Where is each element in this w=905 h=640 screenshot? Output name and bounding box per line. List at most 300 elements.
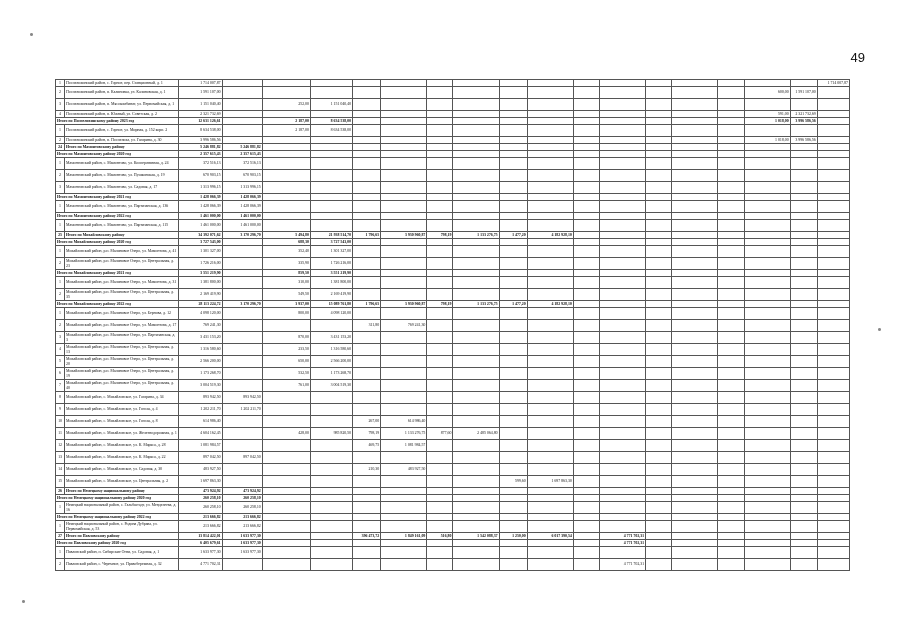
value-cell: [790, 232, 817, 239]
value-cell: 600,00: [744, 87, 790, 99]
value-cell: [427, 404, 453, 416]
value-cell: 1 461 000,00: [222, 213, 262, 220]
value-cell: 3 170 296,70: [222, 232, 262, 239]
value-cell: [310, 533, 352, 540]
value-cell: [744, 404, 790, 416]
value-cell: [672, 258, 718, 270]
value-cell: [222, 308, 262, 320]
value-cell: [453, 158, 499, 170]
value-cell: [453, 521, 499, 533]
value-cell: 1 316 580,60: [179, 344, 222, 356]
value-cell: 1 461 000,00: [179, 220, 222, 232]
value-cell: 1 477,20: [499, 301, 527, 308]
row-number: 4: [56, 111, 65, 118]
value-cell: [718, 270, 744, 277]
value-cell: [499, 111, 527, 118]
value-cell: [573, 87, 599, 99]
value-cell: 1 202 211,70: [222, 404, 262, 416]
value-cell: [353, 125, 381, 137]
value-cell: 310,00: [262, 277, 310, 289]
address-cell: Итого по Михайловскому району: [65, 232, 179, 239]
value-cell: [573, 332, 599, 344]
value-cell: [353, 404, 381, 416]
value-cell: [672, 232, 718, 239]
value-cell: [527, 368, 573, 380]
address-cell: Михайловский район, с. Михайловское, ул. Гоголя, д. 8: [65, 416, 179, 428]
value-cell: [817, 495, 849, 502]
value-cell: [453, 356, 499, 368]
value-cell: [672, 332, 718, 344]
value-cell: [573, 220, 599, 232]
value-cell: 2 187,00: [262, 125, 310, 137]
value-cell: [718, 488, 744, 495]
value-cell: [427, 547, 453, 559]
total-row: [56, 495, 850, 502]
value-cell: [222, 87, 262, 99]
table-row: [56, 392, 850, 404]
value-cell: [427, 380, 453, 392]
total-row: [56, 533, 850, 540]
value-cell: [817, 533, 849, 540]
value-cell: [744, 125, 790, 137]
value-cell: [573, 380, 599, 392]
value-cell: [790, 158, 817, 170]
value-cell: [222, 332, 262, 344]
value-cell: [222, 416, 262, 428]
scan-speck: [22, 600, 25, 603]
value-cell: [744, 428, 790, 440]
address-cell: Павловский район, п. Сибирские Огни, ул. Садовая, д. 1: [65, 547, 179, 559]
table-row: [56, 111, 850, 118]
value-cell: [353, 239, 381, 246]
value-cell: [453, 476, 499, 488]
value-cell: [672, 144, 718, 151]
value-cell: 877,60: [427, 428, 453, 440]
value-cell: [353, 170, 381, 182]
value-cell: [527, 270, 573, 277]
value-cell: [353, 502, 381, 514]
row-number: 1: [56, 246, 65, 258]
value-cell: [573, 308, 599, 320]
value-cell: 798,19: [427, 301, 453, 308]
value-cell: [222, 246, 262, 258]
value-cell: [573, 99, 599, 111]
row-number: 2: [56, 320, 65, 332]
value-cell: [527, 111, 573, 118]
table-row: [56, 368, 850, 380]
value-cell: [718, 404, 744, 416]
value-cell: [599, 194, 645, 201]
value-cell: [790, 452, 817, 464]
value-cell: [310, 182, 352, 194]
value-cell: [353, 540, 381, 547]
value-cell: [310, 201, 352, 213]
value-cell: [527, 464, 573, 476]
value-cell: [499, 416, 527, 428]
value-cell: [453, 182, 499, 194]
address-cell: Поспелихинский район, п. Мясокомбинат, ул. Первомайская, д. 1: [65, 99, 179, 111]
value-cell: [599, 258, 645, 270]
value-cell: [573, 356, 599, 368]
value-cell: 769 241,30: [179, 320, 222, 332]
value-cell: [499, 258, 527, 270]
value-cell: 2 321 732,69: [790, 111, 817, 118]
value-cell: [646, 559, 672, 571]
value-cell: [310, 392, 352, 404]
value-cell: 3 930 960,87: [381, 232, 427, 239]
value-cell: 1 081 984,57: [179, 440, 222, 452]
value-cell: [453, 194, 499, 201]
value-cell: [353, 380, 381, 392]
value-cell: [353, 99, 381, 111]
value-cell: [817, 137, 849, 144]
value-cell: [672, 277, 718, 289]
value-cell: 897 042,50: [222, 452, 262, 464]
value-cell: 1 428 066,39: [179, 201, 222, 213]
value-cell: 897 042,50: [179, 452, 222, 464]
value-cell: [310, 144, 352, 151]
value-cell: [353, 344, 381, 356]
value-cell: [527, 404, 573, 416]
total-row: [56, 301, 850, 308]
row-number: 1: [56, 521, 65, 533]
value-cell: [427, 476, 453, 488]
value-cell: 761,00: [262, 380, 310, 392]
address-cell: Мамонтовский район, с. Мамонтово, ул. Партизанская, д. 136: [65, 201, 179, 213]
value-cell: [672, 356, 718, 368]
value-cell: [499, 502, 527, 514]
value-cell: [718, 368, 744, 380]
value-cell: [817, 521, 849, 533]
value-cell: [353, 201, 381, 213]
value-cell: [453, 547, 499, 559]
value-cell: 516,80: [427, 533, 453, 540]
value-cell: [718, 320, 744, 332]
value-cell: 1 633 977,30: [222, 547, 262, 559]
value-cell: [527, 158, 573, 170]
value-cell: [599, 118, 645, 125]
value-cell: 5 246 881,82: [222, 144, 262, 151]
value-cell: [718, 332, 744, 344]
value-cell: 1 697 863,30: [527, 476, 573, 488]
value-cell: [599, 144, 645, 151]
value-cell: [499, 356, 527, 368]
value-cell: [744, 440, 790, 452]
value-cell: 670 903,15: [179, 170, 222, 182]
value-cell: [672, 452, 718, 464]
value-cell: [573, 137, 599, 144]
row-number: 8: [56, 392, 65, 404]
value-cell: [599, 246, 645, 258]
value-cell: [646, 320, 672, 332]
value-cell: [718, 476, 744, 488]
value-cell: 473 924,92: [179, 488, 222, 495]
value-cell: [381, 380, 427, 392]
value-cell: [453, 99, 499, 111]
value-cell: [646, 232, 672, 239]
value-cell: [499, 404, 527, 416]
value-cell: [718, 289, 744, 301]
row-number: 1: [56, 547, 65, 559]
value-cell: [499, 308, 527, 320]
table-row: [56, 464, 850, 476]
value-cell: 4 771 702,31: [179, 559, 222, 571]
value-cell: [718, 118, 744, 125]
value-cell: [744, 320, 790, 332]
value-cell: [599, 416, 645, 428]
value-cell: [427, 137, 453, 144]
value-cell: 2 357 615,43: [222, 151, 262, 158]
value-cell: [573, 540, 599, 547]
value-cell: [790, 289, 817, 301]
value-cell: [646, 270, 672, 277]
row-title: Итого по Немецкому национальному району 2022 год: [56, 514, 179, 521]
value-cell: [453, 137, 499, 144]
value-cell: [427, 521, 453, 533]
value-cell: [817, 320, 849, 332]
value-cell: 210,30: [353, 464, 381, 476]
row-number: 3: [56, 332, 65, 344]
value-cell: [499, 540, 527, 547]
value-cell: [817, 258, 849, 270]
value-cell: [744, 158, 790, 170]
value-cell: [744, 464, 790, 476]
total-row: [56, 144, 850, 151]
value-cell: [790, 301, 817, 308]
value-cell: [790, 547, 817, 559]
table-row: [56, 320, 850, 332]
value-cell: [453, 559, 499, 571]
address-cell: Михайловский район, с. Михайловское, ул. Железнодорожная, д. 1: [65, 428, 179, 440]
value-cell: 1 542 088,37: [453, 533, 499, 540]
value-cell: [790, 392, 817, 404]
value-cell: [427, 540, 453, 547]
value-cell: [353, 118, 381, 125]
value-cell: [453, 213, 499, 220]
row-number: 15: [56, 476, 65, 488]
row-number: 2: [56, 559, 65, 571]
value-cell: [599, 392, 645, 404]
value-cell: [573, 170, 599, 182]
value-cell: [672, 182, 718, 194]
value-cell: [599, 380, 645, 392]
value-cell: [744, 514, 790, 521]
value-cell: 483 927,50: [179, 464, 222, 476]
value-cell: [262, 495, 310, 502]
value-cell: [672, 559, 718, 571]
value-cell: [310, 488, 352, 495]
value-cell: [262, 213, 310, 220]
value-cell: [672, 540, 718, 547]
value-cell: [427, 118, 453, 125]
address-cell: Поспелихинский район, с. Горное, ул. Мирная, д. 152 корп. 2: [65, 125, 179, 137]
row-number: 2: [56, 137, 65, 144]
value-cell: [573, 404, 599, 416]
value-cell: [353, 258, 381, 270]
value-cell: [453, 246, 499, 258]
address-cell: Михайловский район, р.п. Малиновое Озеро, ул. Мамонтова, д. 17: [65, 320, 179, 332]
value-cell: [817, 308, 849, 320]
value-cell: [718, 277, 744, 289]
value-cell: [453, 239, 499, 246]
value-cell: [672, 495, 718, 502]
value-cell: 1 726 216,00: [179, 258, 222, 270]
value-cell: [672, 270, 718, 277]
value-cell: [427, 111, 453, 118]
value-cell: [453, 270, 499, 277]
value-cell: [672, 547, 718, 559]
value-cell: [381, 158, 427, 170]
table-body: [56, 80, 850, 571]
value-cell: [499, 344, 527, 356]
address-cell: Михайловский район, р.п. Малиновое Озеро, ул. Партизанская, д. 3: [65, 332, 179, 344]
value-cell: 3 004 519,30: [310, 380, 352, 392]
value-cell: [817, 502, 849, 514]
value-cell: [817, 514, 849, 521]
value-cell: [573, 258, 599, 270]
value-cell: [672, 289, 718, 301]
value-cell: 1 796,65: [353, 301, 381, 308]
value-cell: [718, 464, 744, 476]
value-cell: [573, 194, 599, 201]
value-cell: 260 258,10: [179, 502, 222, 514]
value-cell: 1 316 580,60: [310, 344, 352, 356]
value-cell: [790, 270, 817, 277]
value-cell: [527, 514, 573, 521]
value-cell: [817, 182, 849, 194]
table-row: [56, 380, 850, 392]
value-cell: [718, 440, 744, 452]
value-cell: [790, 277, 817, 289]
value-cell: [573, 416, 599, 428]
address-cell: Михайловский район, р.п. Малиновое Озеро, ул. Бернова, д. 12: [65, 308, 179, 320]
value-cell: [573, 464, 599, 476]
value-cell: [817, 151, 849, 158]
table-row: [56, 158, 850, 170]
value-cell: [222, 440, 262, 452]
value-cell: [599, 239, 645, 246]
value-cell: [527, 99, 573, 111]
value-cell: [453, 258, 499, 270]
value-cell: [672, 158, 718, 170]
value-cell: [790, 502, 817, 514]
value-cell: 2 566 200,00: [179, 356, 222, 368]
value-cell: [381, 514, 427, 521]
value-cell: [744, 239, 790, 246]
value-cell: [672, 170, 718, 182]
value-cell: [310, 87, 352, 99]
value-cell: 893 942,50: [222, 392, 262, 404]
value-cell: [262, 540, 310, 547]
value-cell: [222, 258, 262, 270]
value-cell: 1 173 268,70: [179, 368, 222, 380]
total-row: [56, 194, 850, 201]
value-cell: [381, 502, 427, 514]
page-number: 49: [850, 50, 865, 65]
value-cell: [262, 488, 310, 495]
value-cell: [817, 452, 849, 464]
value-cell: [527, 380, 573, 392]
value-cell: 800,00: [262, 308, 310, 320]
value-cell: 3 170 296,70: [222, 301, 262, 308]
value-cell: [718, 502, 744, 514]
value-cell: 1 849 161,09: [381, 533, 427, 540]
value-cell: [527, 495, 573, 502]
value-cell: [599, 125, 645, 137]
value-cell: [817, 368, 849, 380]
value-cell: 1 633 977,30: [222, 540, 262, 547]
value-cell: [573, 270, 599, 277]
address-cell: Итого по Немецкому национальному району: [65, 488, 179, 495]
value-cell: [817, 87, 849, 99]
value-cell: [262, 547, 310, 559]
address-cell: Михайловский район, с. Михайловское, ул. Гоголя, д. 4: [65, 404, 179, 416]
row-number: 2: [56, 87, 65, 99]
value-cell: [744, 495, 790, 502]
row-title: Итого по Мамонтовскому району 2021 год: [56, 194, 179, 201]
address-cell: Михайловский район, р.п. Малиновое Озеро, ул. Мамонтова, д. 31: [65, 277, 179, 289]
value-cell: [381, 258, 427, 270]
value-cell: [718, 452, 744, 464]
value-cell: [744, 332, 790, 344]
value-cell: [646, 356, 672, 368]
value-cell: [646, 125, 672, 137]
value-cell: [381, 99, 427, 111]
row-number: 1: [56, 80, 65, 87]
value-cell: [599, 320, 645, 332]
budget-table-sheet: [55, 79, 850, 571]
value-cell: [353, 559, 381, 571]
value-cell: [646, 521, 672, 533]
address-cell: Поспелихинский район, п. Южный, ул. Советская, д. 2: [65, 111, 179, 118]
value-cell: [453, 440, 499, 452]
value-cell: [310, 476, 352, 488]
total-row: [56, 488, 850, 495]
value-cell: 798,19: [353, 428, 381, 440]
value-cell: 1 428 066,39: [222, 194, 262, 201]
value-cell: [453, 170, 499, 182]
value-cell: [381, 213, 427, 220]
value-cell: [381, 356, 427, 368]
value-cell: [310, 464, 352, 476]
value-cell: [427, 452, 453, 464]
value-cell: [527, 87, 573, 99]
value-cell: [222, 270, 262, 277]
value-cell: [310, 213, 352, 220]
value-cell: [527, 332, 573, 344]
table-row: [56, 332, 850, 344]
table-row: [56, 476, 850, 488]
value-cell: 985 820,50: [310, 428, 352, 440]
value-cell: [672, 201, 718, 213]
value-cell: [817, 332, 849, 344]
value-cell: [262, 452, 310, 464]
value-cell: [573, 495, 599, 502]
value-cell: [718, 246, 744, 258]
value-cell: 5 494,80: [262, 232, 310, 239]
value-cell: [427, 514, 453, 521]
value-cell: [499, 194, 527, 201]
value-cell: [499, 392, 527, 404]
value-cell: [790, 476, 817, 488]
value-cell: [262, 170, 310, 182]
value-cell: [527, 137, 573, 144]
value-cell: [262, 137, 310, 144]
value-cell: [672, 301, 718, 308]
value-cell: 1 018,00: [744, 137, 790, 144]
value-cell: [790, 533, 817, 540]
value-cell: [381, 118, 427, 125]
